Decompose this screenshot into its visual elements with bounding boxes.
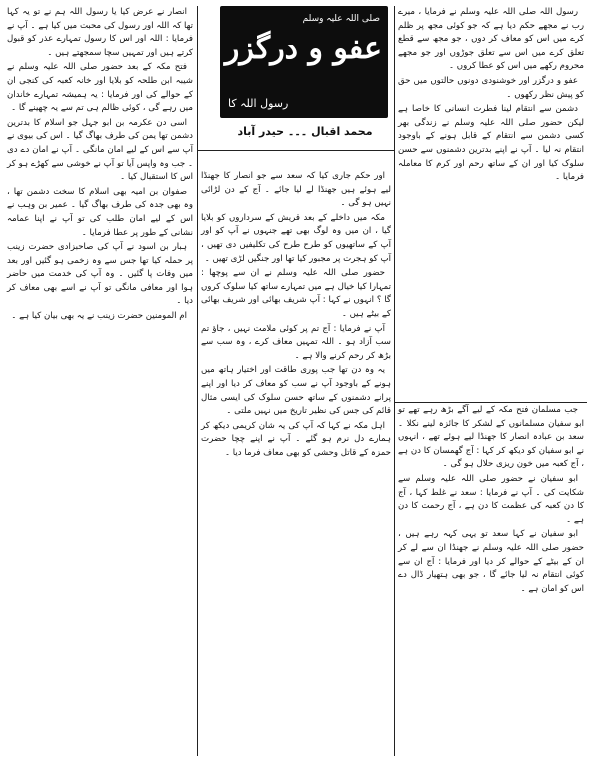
paragraph: جب مسلمان فتح مکہ کے لیے آگے بڑھ رہے تھے تو ابو سفیان مسلمانوں کے لشکر کا جائزہ لینے نکلا ۔ سعد بن عبادہ انصار کا جھنڈا لیے ہوئے تھے ، انہوں نے ابو سفیان کو دیکھ کر کہا : آج گھمسان کا دن ہے ، آج کعبہ میں خون ریزی حلال ہو گی ۔ — [398, 405, 584, 470]
paragraph: آپ نے فرمایا : آج تم پر کوئی ملامت نہیں ، جاؤ تم سب آزاد ہو ۔ اللہ تمہیں معاف کرے ، وہ سب سے بڑھ کر رحم کرنے والا ہے ۔ — [201, 323, 391, 361]
paragraph: صفوان بن امیہ بھی اسلام کا سخت دشمن تھا ، وہ بھی جدہ کی طرف بھاگ گیا ۔ عمیر بن وہب نے اس کے لیے امان طلب کی تو آپ نے اپنا عمامہ نشانی کے طور پر عطا فرمایا ۔ — [7, 186, 193, 238]
honorific-text: صلی اللہ علیہ وسلم — [302, 14, 380, 24]
paragraph: حضور صلی اللہ علیہ وسلم نے ان سے پوچھا : تمہارا کیا خیال ہے میں تمہارے ساتھ کیا سلوک کروں گا ؟ انہوں نے کہا : آپ شریف بھائی اور شریف بھائی کے بیٹے ہیں ۔ — [201, 268, 391, 319]
paragraph: اہل مکہ نے کہا کہ آپ کی یہ شان کریمی دیکھ کر ہمارے دل نرم ہو گئے ۔ آپ نے اپنے چچا حضرت حمزہ کے قاتل وحشی کو بھی معاف فرما دیا ۔ — [201, 420, 391, 458]
paragraph: مکہ میں داخلے کے بعد قریش کے سرداروں کو بلایا گیا ، ان میں وہ لوگ بھی تھے جنہوں نے آپ کو اور آپ کے ساتھیوں کو طرح طرح کی تکلیفیں دی تھیں ، آپ کو ہجرت پر مجبور کیا تھا اور جنگیں لڑی تھیں ۔ — [201, 212, 391, 264]
paragraph: ابو سفیان نے حضور صلی اللہ علیہ وسلم سے شکایت کی ۔ آپ نے فرمایا : سعد نے غلط کہا ، آج کا دن کعبہ کی عظمت کا دن ہے ، آج رحمت کا دن ہے ۔ — [398, 473, 584, 525]
paragraph: ام المومنین حضرت زینب نے یہ بھی بیان کیا ہے ۔ — [11, 311, 187, 322]
article-column-middle — [198, 170, 394, 756]
paragraph: اور حکم جاری کیا کہ سعد سے جو انصار کا جھنڈا لیے ہوئے ہیں جھنڈا لے لیا جائے ۔ آج کے دن لڑائی نہیں ہو گی ۔ — [201, 171, 391, 209]
paragraph: ہبار بن اسود نے آپ کی صاحبزادی حضرت زینب پر حملہ کیا تھا جس سے وہ زخمی ہو گئیں اور بعد میں وفات پا گئیں ۔ وہ آپ کی خدمت میں حاضر ہوا اور معافی مانگی تو آپ نے اسے بھی معاف کر دیا ۔ — [7, 242, 193, 307]
article-subtitle: رسول اللہ کا — [228, 97, 289, 110]
article-column-right-bottom — [395, 404, 587, 756]
article-column-left — [4, 6, 196, 756]
article-title-box — [220, 6, 388, 118]
section-divider — [198, 150, 394, 151]
paragraph: فتح مکہ کے بعد حضور صلی اللہ علیہ وسلم نے شیبہ ابن طلحہ کو بلایا اور خانہ کعبہ کی کنجی ان کے حوالے کی اور فرمایا : یہ ہمیشہ تمہارے خاندان میں رہے گی ، کوئی ظالم ہی تم سے یہ چھینے گا ۔ — [7, 62, 193, 114]
paragraph: دشمن سے انتقام لینا فطرت انسانی کا خاصا ہے لیکن حضور صلی اللہ علیہ وسلم نے زندگی بھر کسی دشمن سے انتقام کے قابل ہونے کے باوجود انتقام نہ لیا ۔ آپ نے اپنے بدترین دشمنوں سے حسن سلوک کیا اور ان کے ساتھ رحم اور کرم کا معاملہ فرمایا ۔ — [398, 104, 584, 183]
paragraph: ابو سفیان نے کہا سعد تو یہی کہہ رہے ہیں ، حضور صلی اللہ علیہ وسلم نے جھنڈا ان سے لے کر ان کے بیٹے کے حوالے کر دیا اور فرمایا : آج ان سے کوئی انتقام نہ لیا جائے گا ، جو بھی ہتھیار ڈال دے اس کو امان ہے ۔ — [398, 529, 584, 594]
article-title: عفو و درگزر — [224, 31, 382, 66]
paragraph: رسول اللہ صلی اللہ علیہ وسلم نے فرمایا ، میرے رب نے مجھے حکم دیا ہے کہ جو کوئی مجھ پر ظلم کرے میں اس کو معاف کر دوں ، جو مجھ سے قطع تعلق کرے میں اس سے تعلق جوڑوں اور جو مجھے محروم رکھے میں اس کو عطا کروں ۔ — [398, 7, 584, 72]
paragraph: عفو و درگزر اور خوشنودی دونوں حالتوں میں حق کو پیش نظر رکھوں ۔ — [398, 75, 584, 100]
article-column-right-top — [395, 6, 587, 406]
author-byline: محمد اقبال ۔۔۔ حیدر آباد — [222, 122, 388, 142]
paragraph: یہ وہ دن تھا جب پوری طاقت اور اختیار ہاتھ میں ہونے کے باوجود آپ نے سب کو معاف کر دیا اور اپنے پرانے دشمنوں کے ساتھ حسن سلوک کی ایسی مثال قائم کی جس کی نظیر تاریخ میں نہیں ملتی ۔ — [201, 365, 391, 417]
paragraph: اسی دن عکرمہ بن ابو جہل جو اسلام کا بدترین دشمن تھا یمن کی طرف بھاگ گیا ۔ اس کی بیوی نے آپ سے اس کے لیے امان مانگی ۔ آپ نے امان دے دی ۔ جب وہ واپس آیا تو آپ نے خوشی سے کھڑے ہو کر اس کا استقبال کیا ۔ — [7, 117, 193, 183]
paragraph: انصار نے عرض کیا یا رسول اللہ ہم نے تو یہ کہا تھا کہ اللہ اور رسول کی محبت میں کیا ہے ۔ آپ نے فرمایا : اللہ اور اس کا رسول تمہارے عذر کو قبول کرتے ہیں اور تمہیں سچا سمجھتے ہیں ۔ — [7, 7, 193, 58]
